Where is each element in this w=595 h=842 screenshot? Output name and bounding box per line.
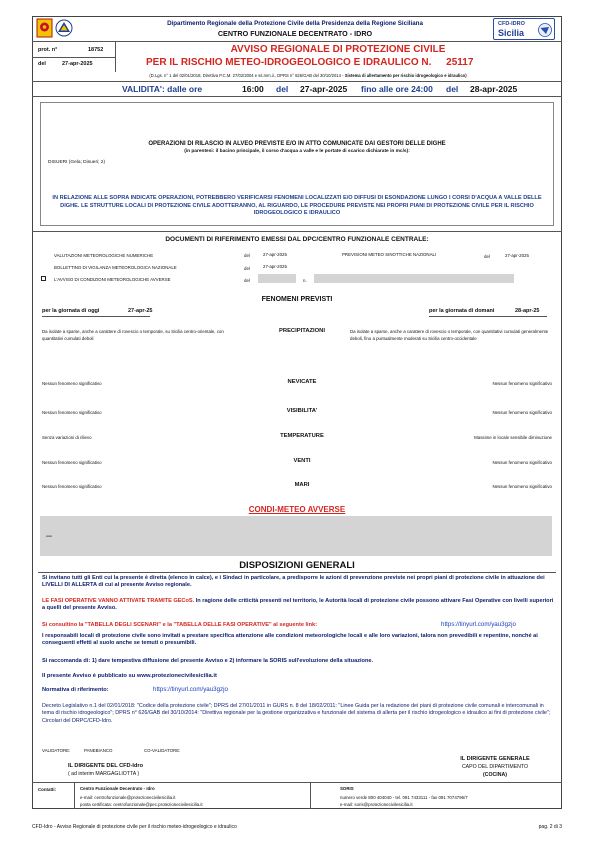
protocol-box — [32, 42, 116, 72]
doc-row-3-del: del — [244, 278, 250, 283]
signature-left-name: ( ad interim MARGAGLIOTTA ) — [68, 771, 140, 777]
provision-p1: Si invitano tutti gli Enti cui la presente è diretta (elenco in calce), e i Sindaci in particolare, a predisporre le azioni di prevenzione previste nei propri piani di protezione civile in attuazione dei LIVELLI DI ALLERTA di cui al presente Avviso regionale. — [42, 575, 545, 589]
doc-right-date: 27-apr-2025 — [505, 253, 529, 258]
cfd-contact-title: Centro Funzionale Decentrato - Idro — [80, 786, 155, 791]
prot-value: 18752 — [88, 47, 104, 53]
title-line2-text: PER IL RISCHIO METEO-IDROGEOLOGICO E IDRAULICO N. — [146, 57, 432, 68]
validity-to-del: del — [446, 84, 459, 94]
doc-row-1-label: VALUTAZIONI METEOROLOGICHE NUMERICHE — [54, 253, 154, 258]
sea-tomorrow: Nessun fenomeno significativo — [492, 484, 552, 489]
adverse-title: CONDI-METEO AVVERSE — [248, 505, 346, 514]
date-label: del — [38, 61, 46, 67]
temperature-tomorrow: Massime in locale sensibile diminuzione — [474, 435, 552, 440]
sicily-coat-of-arms-logo — [36, 18, 76, 38]
legal-reference — [60, 73, 556, 78]
cfd-idro-logo — [493, 18, 555, 40]
validity-from-del: del — [276, 84, 289, 94]
doc-row-2-del: del — [244, 266, 250, 271]
precip-today: Da isolate a sparse, anche a carattere di rovescio o temporale, su Sicilia centro-orientale, con quantitativi cumulati deboli — [42, 329, 224, 341]
validator-value: PANEBIANCO — [84, 748, 113, 753]
logo-right-top: CFD-IDRO — [498, 21, 525, 27]
doc-right-del: del — [484, 254, 490, 259]
provision-p2-red: LE FASI OPERATIVE VANNO ATTIVATE TRAMITE GECoS. — [42, 598, 195, 604]
notice-number: 25117 — [446, 57, 474, 68]
wind-tomorrow: Nessun fenomeno significativo — [492, 460, 552, 465]
adverse-content: --- — [46, 534, 52, 540]
temperature-label: TEMPERATURE — [280, 433, 324, 439]
doc-row-3-label: L'AVVISO DI CONDIZIONI METEOROLOGICHE AVVERSE — [54, 277, 171, 282]
legal-bold-text: Sistema di allertamento per rischio idrogeologico e idraulico) — [344, 73, 467, 78]
regulation-label: Normativa di riferimento: — [42, 687, 109, 693]
provision-p3-red: Si consultino la "TABELLA DEGLI SCENARI" e la "TABELLA DELLE FASI OPERATIVE" al seguente link: — [42, 622, 317, 628]
cfd-pec[interactable]: posta certificata: centrofunzionale@pec.protezionecivilesicilia.it — [80, 802, 203, 807]
tomorrow-label: per la giornata di domani — [429, 308, 495, 314]
sicily-map-icon — [538, 22, 552, 38]
adverse-content-box — [40, 516, 552, 556]
snow-tomorrow: Nessun fenomeno significativo — [492, 381, 552, 386]
legal-text: (D.Lgs. n° 1 del 02/01/2018, Direttiva P.C.M. 27/02/2004 e ss.mm.ii., DPRS n° 626/GAB del 30/10/2014 - — [149, 73, 345, 78]
scenarios-link[interactable]: https://tinyurl.com/yau3gzjo — [441, 621, 516, 628]
doc-right-label: PREVISIONI METEO SINOTTICHE NAZIONALI — [342, 252, 437, 257]
temperature-today: Senza variazioni di rilievo — [42, 435, 92, 440]
wind-label: VENTI — [293, 458, 311, 464]
doc-row-3-number-field — [314, 274, 514, 283]
signature-right-name: (COCINA) — [483, 772, 507, 778]
signature-right-title: IL DIRIGENTE GENERALE — [460, 756, 530, 762]
provisions-title: DISPOSIZIONI GENERALI — [239, 560, 355, 571]
doc-row-3-date-field — [258, 274, 296, 283]
sea-label: MARI — [294, 482, 310, 488]
validity-to-label: fino alle ore 24:00 — [361, 84, 433, 94]
doc-row-3-n: n. — [303, 278, 307, 283]
dams-title: OPERAZIONI DI RILASCIO IN ALVEO PREVISTE E/O IN ATTO COMUNICATE DAI GESTORI DELLE DIGHE — [148, 141, 446, 147]
doc-row-2-date: 27-apr-2025 — [263, 264, 287, 269]
provision-p4: I responsabili locali di protezione civile sono invitati a prestare specifica attenzione alle condizioni meteorologiche locali e alle loro variazioni, talora non prevedibili e repentine, nonché ai conseguenti effetti al suolo anche se temuti o presumibili. — [42, 633, 538, 647]
adverse-notice-checkbox[interactable] — [41, 276, 46, 281]
provision-p5: Si raccomanda di: 1) dare tempestiva diffusione del presente Avviso e 2) informare la SORIS sull'evoluzione della situazione. — [42, 658, 374, 664]
today-label: per la giornata di oggi — [42, 308, 100, 314]
signature-right-sub: CAPO DEL DIPARTIMENTO — [461, 764, 529, 770]
contacts-label: Contatti: — [38, 787, 57, 792]
snow-today: Nessun fenomeno significativo — [42, 381, 102, 386]
dams-subtitle: (in parentesi: il bacino principale, il corso d'acqua a valle e le portate di scarico dichiarate in mc/s): — [184, 149, 410, 154]
precip-tomorrow: Da isolate a sparse, anche a carattere di rovescio o temporale, con quantitativi cumulati generalmente deboli, fino a puntualmente moderati su Sicilia centro-occidentale — [350, 329, 549, 341]
signature-left-title: IL DIRIGENTE DEL CFD-Idro — [68, 763, 143, 769]
soris-title: SORIS — [340, 786, 354, 791]
visibility-today: Nessun fenomeno significativo — [42, 410, 102, 415]
validity-from-date: 27-apr-2025 — [300, 84, 348, 94]
prot-label: prot. n° — [38, 47, 58, 53]
center-name: CENTRO FUNZIONALE DECENTRATO - IDRO — [217, 29, 373, 38]
cfd-email[interactable]: e-mail: centrofunzionale@protezionecivilesicilia.it — [80, 795, 176, 800]
logo-right-bottom: Sicilia — [498, 28, 525, 38]
soris-email[interactable]: e-mail: soris@protezionecivilesicilia.it — [340, 802, 413, 807]
regulation-link[interactable]: https://tinyurl.com/yau3gzjo — [153, 686, 228, 693]
validity-label: VALIDITA': dalle ore — [122, 84, 203, 94]
footer-left: CFD-Idro - Avviso Regionale di protezione civile per il rischio meteo-idrogeologico e idraulico — [32, 824, 237, 830]
department-name: Dipartimento Regionale della Protezione Civile della Presidenza della Regione Siciliana — [167, 20, 423, 27]
doc-row-2-label: BOLLETTINO DI VIGILANZA METEOROLOGICA NAZIONALE — [54, 265, 177, 270]
phenomena-title: FENOMENI PREVISTI — [261, 296, 333, 303]
date-value: 27-apr-2025 — [62, 61, 93, 67]
validator-label: VALIDATORE: — [42, 748, 71, 753]
provision-p8: Decreto Legislativo n.1 del 02/01/2018: "Codice della protezione civile"; DPRS del 27/01/2011 in GURS n. 8 del 18/02/2011: "Linee Guida per la redazione dei piani di protezione civile comunali e intercomunali in tema di rischio idrogeologico"; DPRS n° 626/GAB del 30/10/2014: "Direttiva regionale per la gestione organizzativa e funzionale del sistema di allerta per il rischio idrogeologico e idraulico ai fini di protezione civile"; Circolari del DRPC/CFD-Idro. — [42, 703, 551, 724]
title-line2 — [146, 57, 506, 68]
covalidator-label: CO-VALIDATORE: — [144, 748, 181, 753]
precip-label: PRECIPITAZIONI — [279, 328, 325, 334]
documents-title: DOCUMENTI DI RIFERIMENTO EMESSI DAL DPC/CENTRO FUNZIONALE CENTRALE: — [165, 236, 429, 243]
provision-p6: Il presente Avviso è pubblicato su www.protezionecivilesicilia.it — [42, 673, 217, 679]
validity-to-date: 28-apr-2025 — [470, 84, 518, 94]
provision-p2-rest: In ragione delle criticità presenti nel territorio, le Autorità locali di protezione civile possono attivare Fasi Operative con livelli superiori a quelli del presente Avviso. — [42, 598, 554, 612]
snow-label: NEVICATE — [287, 379, 317, 385]
dams-warning: IN RELAZIONE ALLE SOPRA INDICATE OPERAZIONI, POTREBBERO VERIFICARSI FENOMENI LOCALIZZATI E/O DIFFUSI DI ESONDAZIONE LUNGO I CORSI D'ACQUA A VALLE DELLE DIGHE. LE STRUTTURE LOCALI DI PROTEZIONE CIVILE ADOTTERANNO, AL RIGUARDO, LE PROCEDURE PREVISTE NEI PROPRI PIANI DI PROTEZIONE CIVILE PER IL RISCHIO IDROGEOLOGICO E IDRAULICO — [52, 195, 542, 217]
title-line1: AVVISO REGIONALE DI PROTEZIONE CIVILE — [230, 44, 446, 55]
provision-p2 — [42, 598, 554, 613]
visibility-tomorrow: Nessun fenomeno significativo — [492, 410, 552, 415]
doc-row-1-date: 27-apr-2025 — [263, 252, 287, 257]
sea-today: Nessun fenomeno significativo — [42, 484, 102, 489]
dam-entry: DISUERI (Gela; Disueri; 2) — [48, 160, 106, 165]
tomorrow-date: 28-apr-25 — [515, 308, 540, 314]
today-date: 27-apr-25 — [128, 308, 153, 314]
soris-phone: numero verde 800 404040 - tel. 091 7433111 - fax 091 7074796/7 — [340, 795, 468, 800]
page-number: pag. 2 di 3 — [538, 824, 562, 830]
wind-today: Nessun fenomeno significativo — [42, 460, 102, 465]
doc-row-1-del: del — [244, 253, 250, 258]
validity-from-hour: 16:00 — [242, 84, 264, 94]
visibility-label: VISIBILITA' — [286, 408, 318, 414]
